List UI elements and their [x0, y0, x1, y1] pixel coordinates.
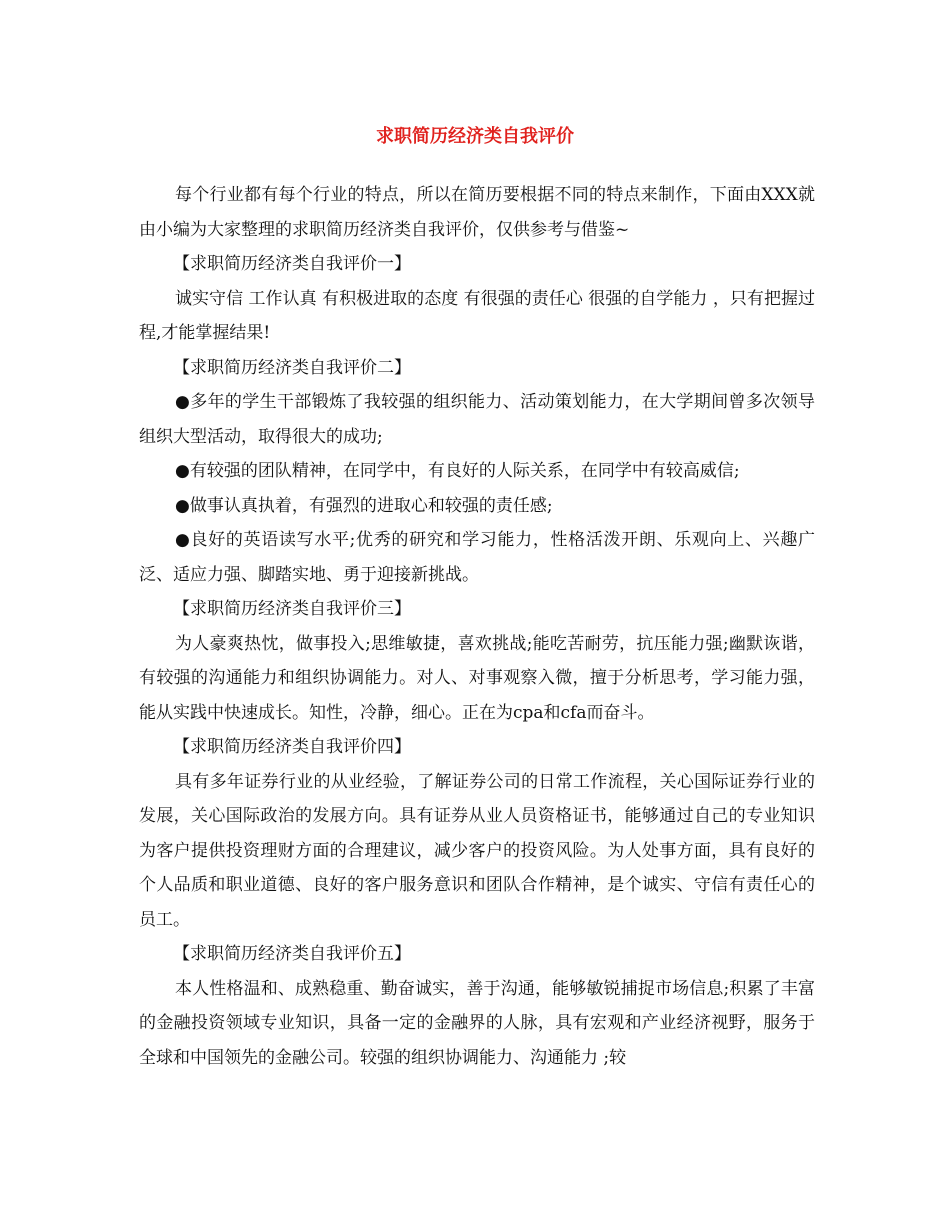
section-heading-2: 【求职简历经济类自我评价二】 — [173, 357, 411, 378]
section-1-paragraph: 诚实守信 工作认真 有积极进取的态度 有很强的责任心 很强的自学能力 ，只有把握过程,才能掌握结果! — [139, 288, 815, 343]
section-3-paragraph: 为人豪爽热忱，做事投入;思维敏捷，喜欢挑战;能吃苦耐劳，抗压能力强;幽默诙谐，有较强的沟通能力和组织协调能力。对人、对事观察入微，擅于分析思考，学习能力强，能从实践中快速成长。知性，冷静，细心。正在为cpa和cfa而奋斗。 — [139, 633, 815, 723]
section-2-bullet-3: ●做事认真执着，有强烈的进取心和较强的责任感; — [175, 495, 553, 516]
section-heading-4: 【求职简历经济类自我评价四】 — [173, 737, 411, 757]
intro-paragraph: 每个行业都有每个行业的特点，所以在简历要根据不同的特点来制作，下面由XXX就由小编为大家整理的求职简历经济类自我评价，仅供参考与借鉴~ — [139, 185, 815, 240]
section-2-bullet-2: ●有较强的团队精神，在同学中，有良好的人际关系，在同学中有较高威信; — [175, 461, 740, 481]
section-heading-3: 【求职简历经济类自我评价三】 — [173, 599, 411, 619]
section-2-bullet-1: ●多年的学生干部锻炼了我较强的组织能力、活动策划能力，在大学期间曾多次领导组织大型活动，取得很大的成功; — [139, 392, 815, 447]
document-title: 求职简历经济类自我评价 — [376, 126, 574, 147]
section-5-paragraph: 本人性格温和、成熟稳重、勤奋诚实，善于沟通，能够敏锐捕捉市场信息;积累了丰富的金融投资领域专业知识，具备一定的金融界的人脉，具有宏观和产业经济视野，服务于全球和中国领先的金融公司。较强的组织协调能力、沟通能力 ;较 — [139, 978, 815, 1068]
section-heading-1: 【求职简历经济类自我评价一】 — [173, 254, 411, 274]
section-heading-5: 【求职简历经济类自我评价五】 — [173, 944, 411, 964]
document-body — [139, 178, 815, 1075]
section-2-bullet-4: ●良好的英语读写水平;优秀的研究和学习能力，性格活泼开朗、乐观向上、兴趣广泛、适应力强、脚踏实地、勇于迎接新挑战。 — [139, 530, 815, 585]
section-4-paragraph: 具有多年证券行业的从业经验，了解证券公司的日常工作流程，关心国际证券行业的发展，关心国际政治的发展方向。具有证券从业人员资格证书，能够通过自己的专业知识为客户提供投资理财方面的合理建议，减少客户的投资风险。为人处事方面，具有良好的个人品质和职业道德、良好的客户服务意识和团队合作精神，是个诚实、守信有责任心的员工。 — [139, 771, 815, 930]
